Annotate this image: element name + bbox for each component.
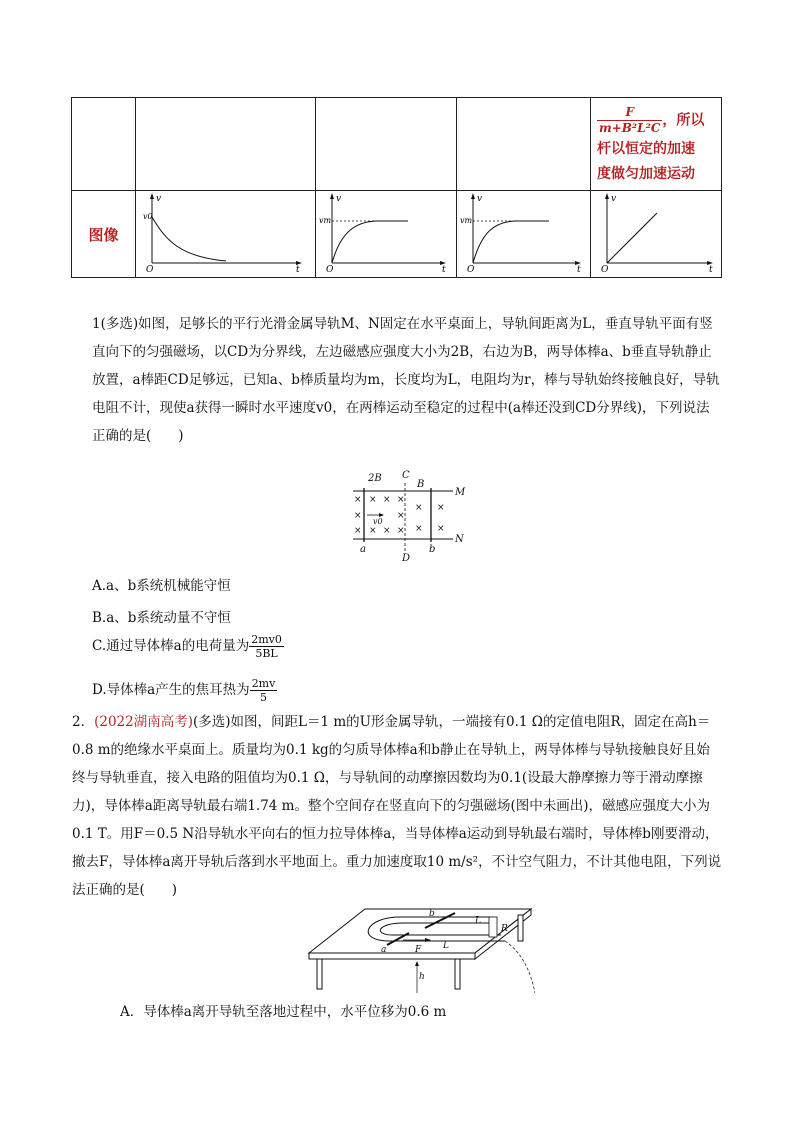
axis-t-label: t <box>709 265 713 273</box>
fraction-numerator: F <box>625 104 634 119</box>
axis-v-label: v <box>611 194 617 204</box>
v0-label: v0 <box>143 212 153 221</box>
question-1 <box>92 310 722 450</box>
cross-mark: × <box>354 511 362 521</box>
conclusion-text-1: ，所以 <box>662 112 705 128</box>
table-cell <box>316 98 457 191</box>
q2-table-figure <box>305 903 535 995</box>
label-C: C <box>402 470 410 481</box>
conclusion-text-3: 度做匀加速运动 <box>597 165 695 182</box>
graph-saturate-1 <box>316 191 457 278</box>
graph-linear <box>591 191 722 278</box>
cross-mark: × <box>354 495 362 505</box>
table-row <box>72 98 722 191</box>
graph-decay-svg <box>136 191 314 273</box>
label-L2: L <box>443 941 449 951</box>
q1-option-a: A.a、b系统机械能守恒 <box>92 578 231 594</box>
cross-mark: × <box>369 495 377 505</box>
table-cell-conclusion <box>591 98 722 191</box>
q1-rail-figure <box>345 468 475 563</box>
cross-mark: × <box>397 526 405 536</box>
cross-mark: × <box>437 524 445 534</box>
q1-option-c-fraction <box>249 633 284 660</box>
cross-mark: × <box>354 526 362 536</box>
fraction-denominator: 5 <box>260 691 268 704</box>
cross-mark: × <box>397 511 405 521</box>
table-cell <box>72 98 136 191</box>
summary-table <box>71 97 722 278</box>
graph-decay <box>136 191 316 278</box>
label-b: b <box>429 909 435 919</box>
label-B: B <box>417 479 425 490</box>
question-2 <box>72 708 722 904</box>
q1-option-d-fraction <box>250 677 278 704</box>
axis-t-label: t <box>296 265 300 273</box>
origin-label: O <box>467 265 475 273</box>
fraction-numerator: 2mv <box>251 677 276 690</box>
label-a: a <box>360 544 366 555</box>
graph-linear-svg <box>591 191 721 273</box>
axis-t-label: t <box>442 265 446 273</box>
label-v0: v0 <box>373 517 383 526</box>
cross-mark: × <box>437 503 445 513</box>
label-h: h <box>419 972 425 982</box>
q1-option-d-text: D.导体棒a产生的焦耳热为 <box>92 682 250 698</box>
q1-option-d <box>92 677 277 704</box>
label-L1: L <box>475 916 481 926</box>
q1-option-c <box>92 633 284 660</box>
graph-saturate-2-svg <box>457 191 589 273</box>
label-R: R <box>501 924 508 934</box>
question-2-source-tag: (2022湖南高考) <box>94 714 193 730</box>
table-row <box>72 191 722 278</box>
question-2-number: 2． <box>72 714 95 730</box>
axis-v-label: v <box>477 194 483 204</box>
axis-v-label: v <box>156 194 162 204</box>
label-D: D <box>402 553 411 563</box>
q1-option-b: B.a、b系统动量不守恒 <box>92 610 231 626</box>
table-cell <box>136 98 316 191</box>
question-2-text: (多选)如图，间距L＝1 m的U形金属导轨，一端接有0.1 Ω的定值电阻R，固定在高h＝0.8 m的绝缘水平桌面上。质量均为0.1 kg的匀质导体棒a和b静止在导轨上，两导体棒与导轨接触良好且始终与导轨垂直，接入电路的阻值均为0.1 Ω，与导轨间的动摩擦因数均为0.1(设最大静摩擦力等于滑动摩擦力)，导体棒a距离导轨最右端1.74 m。整个空间存在竖直向下的匀强磁场(图中未画出)，磁感应强度大小为0.1 T。用F＝0.5 N沿导轨水平向右的恒力拉导体棒a，当导体棒a运动到导轨最右端时，导体棒b刚要滑动，撤去F，导体棒a离开导轨后落到水平地面上。重力加速度取10 m/s²，不计空气阻力，不计其他电阻，下列说法正确的是( ) <box>72 714 722 898</box>
axis-t-label: t <box>577 265 581 273</box>
fraction-denominator: 5BL <box>255 647 278 660</box>
origin-label: O <box>601 265 609 273</box>
graph-saturate-2 <box>457 191 591 278</box>
origin-label: O <box>326 265 334 273</box>
label-N: N <box>455 534 464 545</box>
axis-v-label: v <box>336 194 342 204</box>
label-2B: 2B <box>368 473 382 484</box>
cross-mark: × <box>397 495 405 505</box>
cross-mark: × <box>369 526 377 536</box>
q2-option-a: A．导体棒a离开导轨至落地过程中，水平位移为0.6 m <box>120 1004 447 1020</box>
vm-label: vm <box>460 216 473 225</box>
graph-row-label: 图像 <box>72 191 136 278</box>
cross-mark: × <box>415 524 423 534</box>
cross-mark: × <box>415 503 423 513</box>
cross-mark: × <box>383 495 391 505</box>
origin-label: O <box>146 265 154 273</box>
question-1-text: (多选)如图，足够长的平行光滑金属导轨M、N固定在水平桌面上，导轨间距离为L，垂直导轨平面有竖直向下的匀强磁场，以CD为分界线，左边磁感应强度大小为2B，右边为B，两导体棒a、b垂直导轨静止放置，a棒距CD足够远，已知a、b棒质量均为m，长度均为L，电阻均为r，棒与导轨始终接触良好，导轨电阻不计，现使a获得一瞬时水平速度v0，在两棒运动至稳定的过程中(a棒还没到CD分界线)，下列说法正确的是( ) <box>92 316 720 444</box>
label-a: a <box>381 945 387 955</box>
table-cell <box>457 98 591 191</box>
cross-mark: × <box>383 526 391 536</box>
label-F: F <box>415 945 422 955</box>
graph-saturate-1-svg <box>316 191 456 273</box>
fraction-numerator: 2mv0 <box>251 633 282 646</box>
label-M: M <box>455 487 466 498</box>
label-b: b <box>429 544 436 555</box>
vm-label: vm <box>319 216 332 225</box>
fraction-denominator: m+B²L²C <box>599 120 661 135</box>
q1-option-c-text: C.通过导体棒a的电荷量为 <box>92 638 250 654</box>
question-1-number: 1 <box>92 316 101 332</box>
conclusion-text-2: 杆以恒定的加速 <box>597 140 695 157</box>
